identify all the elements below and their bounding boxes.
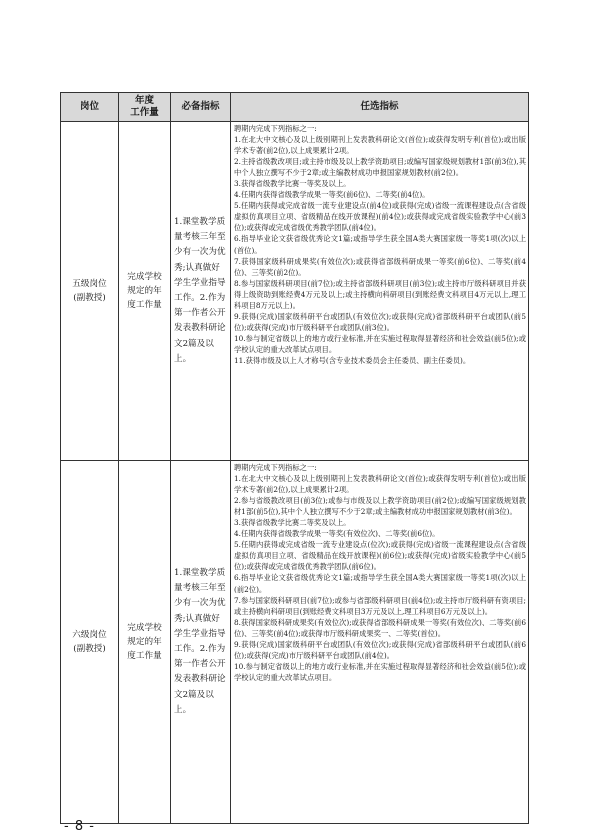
optional-line: 4.任期内获得省级教学成果一等奖(前6位)、二等奖(前4位)。 [234, 190, 430, 200]
optional-line: 1.在北大中文核心及以上级别期刊上发表教科研论文(首位);或获得发明专利(首位);或出版学术专著(前2位),以上成果累计2项。 [234, 474, 526, 495]
header-workload-line1: 年度 [134, 95, 154, 106]
header-workload [119, 93, 171, 122]
post-name: 五级岗位 [72, 279, 107, 289]
optional-line: 2.主持省级教改项目;或主持市级及以上教学资助项目;或编写国家级规划教材1部(前3位),其中个人独立撰写不少于2章;或主编教材成功申报国家规划教材(前2位)。 [234, 157, 526, 178]
optional-line: 6.指导毕业论文获省级优秀论文1篇;或指导学生获全国A类大赛国家级一等奖1项(次)以上(首位)。 [234, 234, 526, 255]
optional-line: 4.任期内获得省级教学成果一等奖(有效位次)、二等奖(前6位)。 [234, 529, 440, 539]
required-cell: 1.课堂教学质量考核三年至少有一次为优秀;认真做好学生学业指导工作。2.作为第一作者公开发表教科研论文2篇及以上。 [171, 461, 231, 824]
table-row-level5 [61, 122, 529, 461]
workload-cell: 完成学校规定的年度工作量 [119, 122, 171, 461]
optional-line: 7.参与国家级科研项目(前7位);或参与省部级科研项目(前4位);或主持市厅级科研有资项目;或主持横向科研项目(到账经费文科项目3万元及以上,理工科项目6万元及以上)。 [234, 595, 526, 616]
table-header-row [61, 93, 529, 122]
header-optional: 任选指标 [231, 93, 529, 122]
optional-line: 10.参与制定省级以上的地方或行业标准,并在实施过程取得显著经济和社会效益(前5位);或学校认定的重大改革试点项目。 [234, 661, 526, 682]
optional-line: 11.获得市级及以上人才称号(含专业技术委员会主任委员、副主任委员)。 [234, 355, 471, 365]
optional-line: 聘期内完成下列指标之一: [234, 124, 317, 133]
optional-line: 10.参与制定省级以上的地方或行业标准,并在实施过程取得显著经济和社会效益(前5位);或学校认定的重大改革试点项目。 [234, 333, 526, 354]
required-cell: 1.课堂教学质量考核三年至少有一次为优秀;认真做好学生学业指导工作。2.作为第一作者公开发表教科研论文2篇及以上。 [171, 122, 231, 461]
optional-line: 5.任期内获得或完成省级一流专业建设点(位次);或获得(完成)省级一流课程建设点(含省级虚拟仿真项目立项、省级精品在线开放课程)(前6位);或获得(完成)省级实验教学中心(前5位);或获得或完成省级优秀教学团队(前6位)。 [234, 540, 526, 572]
optional-line: 7.获得国家级科研成果奖(有效位次);或获得省部级科研成果一等奖(前6位)、二等奖(前4位)、三等奖(前2位)。 [234, 256, 526, 277]
optional-line: 3.获得省级教学比赛一等奖及以上。 [234, 179, 351, 189]
optional-line: 2.参与省级教改项目(前3位);或参与市级及以上教学资助项目(前2位);或编写国家级规划教材1部(前5位),其中个人独立撰写不少于2章;或主编教材成功申报国家规划教材(前3位)。 [234, 496, 526, 517]
post-cell [61, 122, 119, 461]
optional-line: 1.在北大中文核心及以上级别期刊上发表教科研论文(首位);或获得发明专利(首位);或出版学术专著(前2位),以上成果累计2项。 [234, 135, 526, 156]
post-cell [61, 461, 119, 824]
post-subtitle: (副教授) [73, 293, 106, 303]
page-number: - 8 - [64, 819, 95, 834]
workload-cell: 完成学校规定的年度工作量 [119, 461, 171, 824]
table-row-level6 [61, 461, 529, 824]
optional-line: 3.获得省级教学比赛二等奖及以上。 [234, 518, 351, 528]
optional-line: 9.获得(完成)国家级科研平台或团队(有效位次);或获得(完成)省部级科研平台或团队(前6位);或获得(完成)市厅级科研平台或团队(前4位)。 [234, 639, 526, 660]
post-name: 六级岗位 [72, 630, 107, 640]
header-post: 岗位 [61, 93, 119, 122]
optional-line: 8.参与国家级科研项目(前7位);或主持省部级科研项目(前3位);或主持市厅级科研项目并获得上级资助到账经费4万元及以上;或主持横向科研项目(到账经费文科项目4万元以上,理工科项目8万元以上)。 [234, 278, 526, 310]
criteria-table [60, 92, 529, 824]
optional-line: 9.获得(完成)国家级科研平台或团队(有效位次);或获得(完成)省部级科研平台或团队(前5位);或获得(完成)市厅级科研平台或团队(前3位)。 [234, 311, 526, 332]
header-required: 必备指标 [171, 93, 231, 122]
optional-cell [231, 122, 529, 461]
header-workload-line2: 工作量 [130, 107, 159, 118]
post-subtitle: (副教授) [73, 644, 106, 654]
optional-line: 6.指导毕业论文获省级优秀论文1篇;或指导学生获全国A类大赛国家级一等奖1项(次)以上(前2位)。 [234, 573, 526, 594]
optional-cell [231, 461, 529, 824]
optional-line: 8.获得国家级科研成果奖(有效位次);或获得省部级科研成果一等奖(有效位次)、二等奖(前6位)、三等奖(前4位);或获得市厅级科研成果奖一、二等奖(首位)。 [234, 617, 526, 638]
optional-line: 5.任期内获得或完成省级一流专业建设点(前4位)或获得(完成)省级一流课程建设点(含省级虚拟仿真项目立项、省级精品在线开放课程)(前4位);或获得或完成省级实验教学中心(前3位);或获得或完成省级优秀教学团队(前4位)。 [234, 201, 526, 233]
optional-line: 聘期内完成下列指标之一: [234, 463, 317, 472]
